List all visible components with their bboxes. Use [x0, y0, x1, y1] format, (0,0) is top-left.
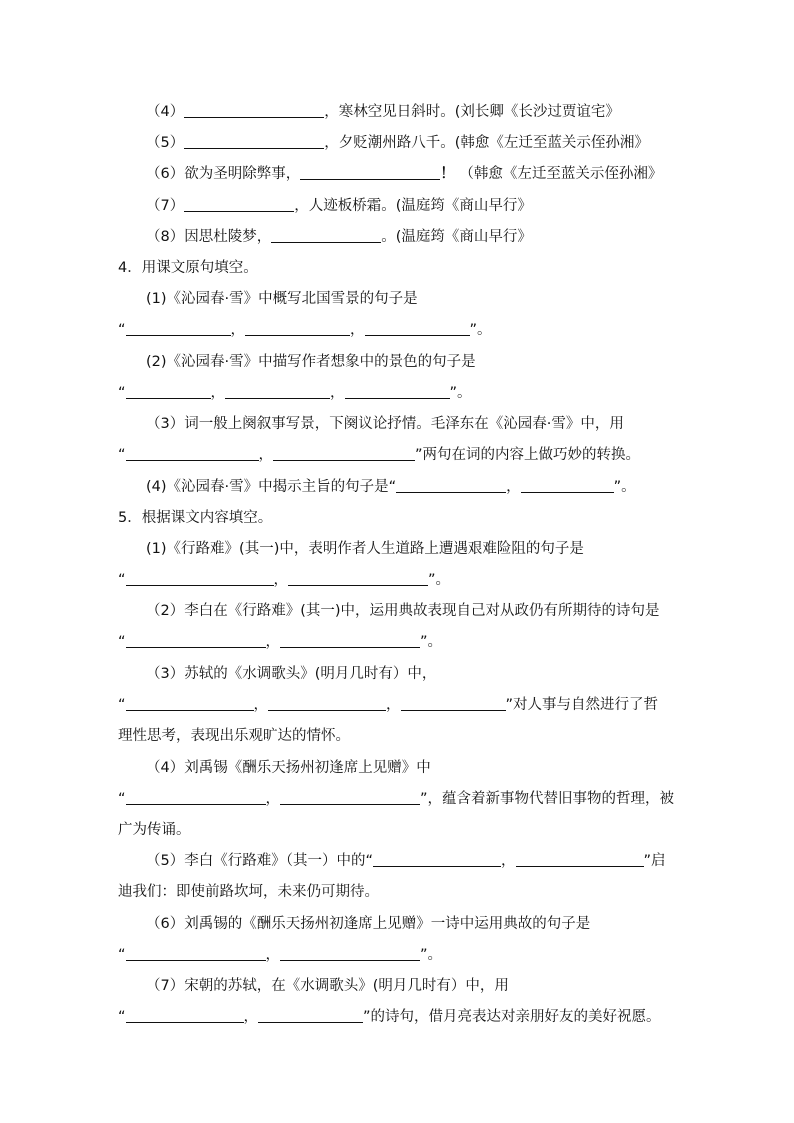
answer-blank[interactable]: [280, 944, 420, 961]
exclamation-mark: ！: [440, 166, 455, 182]
comma: ，: [210, 385, 226, 401]
comma: ，: [253, 697, 269, 713]
answer-tail: ”的诗句，借月亮表达对亲朋好友的美好祝愿。: [363, 1009, 661, 1025]
answer-blank[interactable]: [126, 382, 211, 399]
close-quote: ”。: [420, 634, 443, 650]
q4-1-prompt: (1)《沁园春·雪》中概写北国雪景的句子是: [146, 291, 418, 307]
answer-blank[interactable]: [184, 195, 294, 212]
close-quote: ”。: [420, 947, 443, 963]
open-quote: “: [118, 447, 126, 463]
item-text: ，寒林空见日斜时。(刘长卿《长沙过贾谊宅》: [324, 104, 620, 120]
close-quote: ”。: [428, 572, 451, 588]
answer-blank[interactable]: [184, 101, 324, 118]
q5-5: [146, 849, 666, 873]
q3-item-6: [146, 162, 662, 186]
open-quote: “: [118, 697, 126, 713]
q4-3-prompt: （3）词一般上阕叙事写景，下阕议论抒情。毛泽东在《沁园春·雪》中，用: [146, 416, 624, 432]
item-number: （7）: [146, 198, 185, 214]
comma: ，: [243, 1009, 259, 1025]
q5-4-prompt: （4）刘禹锡《酬乐天扬州初逢席上见赠》中: [146, 760, 431, 776]
answer-blank[interactable]: [126, 694, 254, 711]
open-quote: “: [118, 322, 126, 338]
item-text: (4)《沁园春·雪》中揭示主旨的句子是“: [146, 479, 397, 495]
q5-3-answer: [118, 693, 658, 717]
item-number: （4）: [146, 104, 185, 120]
item-source: （韩愈《左迁至蓝关示侄孙湘》: [459, 166, 663, 182]
answer-tail: ”启: [643, 853, 666, 869]
answer-blank[interactable]: [268, 694, 386, 711]
answer-blank[interactable]: [401, 694, 506, 711]
answer-blank[interactable]: [280, 788, 420, 805]
q5-6-prompt: （6）刘禹锡的《酬乐天扬州初逢席上见赠》一诗中运用典故的句子是: [146, 916, 591, 932]
q3-item-8: [146, 225, 532, 249]
answer-tail: ”两句在词的内容上做巧妙的转换。: [415, 447, 641, 463]
comma: ，: [230, 322, 246, 338]
answer-blank[interactable]: [126, 569, 274, 586]
q3-item-7: [146, 194, 532, 218]
answer-blank[interactable]: [288, 569, 428, 586]
answer-blank[interactable]: [126, 319, 231, 336]
answer-blank[interactable]: [225, 382, 330, 399]
comma: ，: [501, 853, 516, 869]
comma: ，: [350, 322, 365, 338]
open-quote: “: [118, 385, 126, 401]
answer-blank[interactable]: [126, 444, 259, 461]
q5-2-answer: [118, 630, 442, 654]
comma: ，: [265, 634, 281, 650]
q5-3-continuation: 理性思考，表现出乐观旷达的情怀。: [118, 728, 350, 744]
open-quote: “: [118, 572, 126, 588]
answer-blank[interactable]: [126, 631, 266, 648]
comma: ，: [330, 385, 345, 401]
q5-4-answer: [118, 787, 674, 811]
comma: ，: [273, 572, 289, 588]
q4-2-prompt: (2)《沁园春·雪》中描写作者想象中的景色的句子是: [146, 354, 476, 370]
q5-1-answer: [118, 568, 450, 592]
q4-1-answer: [118, 318, 492, 342]
q4-4: [146, 475, 636, 499]
answer-blank[interactable]: [271, 226, 381, 243]
answer-blank[interactable]: [126, 944, 266, 961]
answer-blank[interactable]: [126, 1006, 244, 1023]
open-quote: “: [118, 947, 126, 963]
answer-blank[interactable]: [184, 132, 324, 149]
answer-tail: ”，蕴含着新事物代替旧事物的哲理，被: [420, 791, 675, 807]
open-quote: “: [118, 1009, 126, 1025]
comma: ，: [386, 697, 401, 713]
q5-5-continuation: 迪我们：即使前路坎坷，未来仍可期待。: [118, 884, 379, 900]
q4-3-answer: [118, 443, 640, 467]
answer-blank[interactable]: [280, 631, 420, 648]
close-quote: ”。: [613, 479, 636, 495]
answer-tail: ”对人事与自然进行了哲: [505, 697, 659, 713]
question-5-title: 5．根据课文内容填空。: [118, 510, 273, 526]
item-text: （8）因思杜陵梦，: [146, 229, 272, 245]
item-text: （5）李白《行路难》（其一）中的“: [146, 853, 373, 869]
q5-7-answer: [118, 1005, 661, 1029]
open-quote: “: [118, 791, 126, 807]
comma: ，: [265, 947, 281, 963]
close-quote: ”。: [449, 385, 472, 401]
item-source: 。(温庭筠《商山早行》: [381, 229, 532, 245]
q5-6-answer: [118, 943, 442, 967]
answer-blank[interactable]: [365, 319, 470, 336]
answer-blank[interactable]: [345, 382, 450, 399]
close-quote: ”。: [469, 322, 492, 338]
open-quote: “: [118, 634, 126, 650]
q3-item-4: [146, 100, 620, 124]
answer-blank[interactable]: [516, 850, 644, 867]
comma: ，: [258, 447, 274, 463]
q3-item-5: [146, 131, 649, 155]
item-text: （6）欲为圣明除弊事，: [146, 166, 301, 182]
answer-blank[interactable]: [258, 1006, 363, 1023]
comma: ，: [506, 479, 521, 495]
q5-1-prompt: (1)《行路难》(其一)中，表明作者人生道路上遭遇艰难险阻的句子是: [146, 541, 584, 557]
answer-blank[interactable]: [126, 788, 266, 805]
q5-7-prompt: （7）宋朝的苏轼，在《水调歌头》(明月几时有）中，用: [146, 978, 509, 994]
answer-blank[interactable]: [396, 476, 506, 493]
question-4-title: 4．用课文原句填空。: [118, 260, 258, 276]
q5-3-prompt: （3）苏轼的《水调歌头》(明月几时有）中，: [146, 666, 437, 682]
q4-2-answer: [118, 381, 472, 405]
answer-blank[interactable]: [521, 476, 614, 493]
answer-blank[interactable]: [373, 850, 501, 867]
item-text: ，人迹板桥霜。(温庭筠《商山早行》: [294, 198, 532, 214]
answer-blank[interactable]: [273, 444, 415, 461]
q5-2-prompt: （2）李白在《行路难》(其一)中，运用典故表现自己对从政仍有所期待的诗句是: [146, 603, 660, 619]
answer-blank[interactable]: [245, 319, 350, 336]
item-number: （5）: [146, 135, 185, 151]
item-text: ，夕贬潮州路八千。(韩愈《左迁至蓝关示侄孙湘》: [324, 135, 649, 151]
q5-4-continuation: 广为传诵。: [118, 822, 191, 838]
comma: ，: [265, 791, 281, 807]
answer-blank[interactable]: [300, 163, 440, 180]
